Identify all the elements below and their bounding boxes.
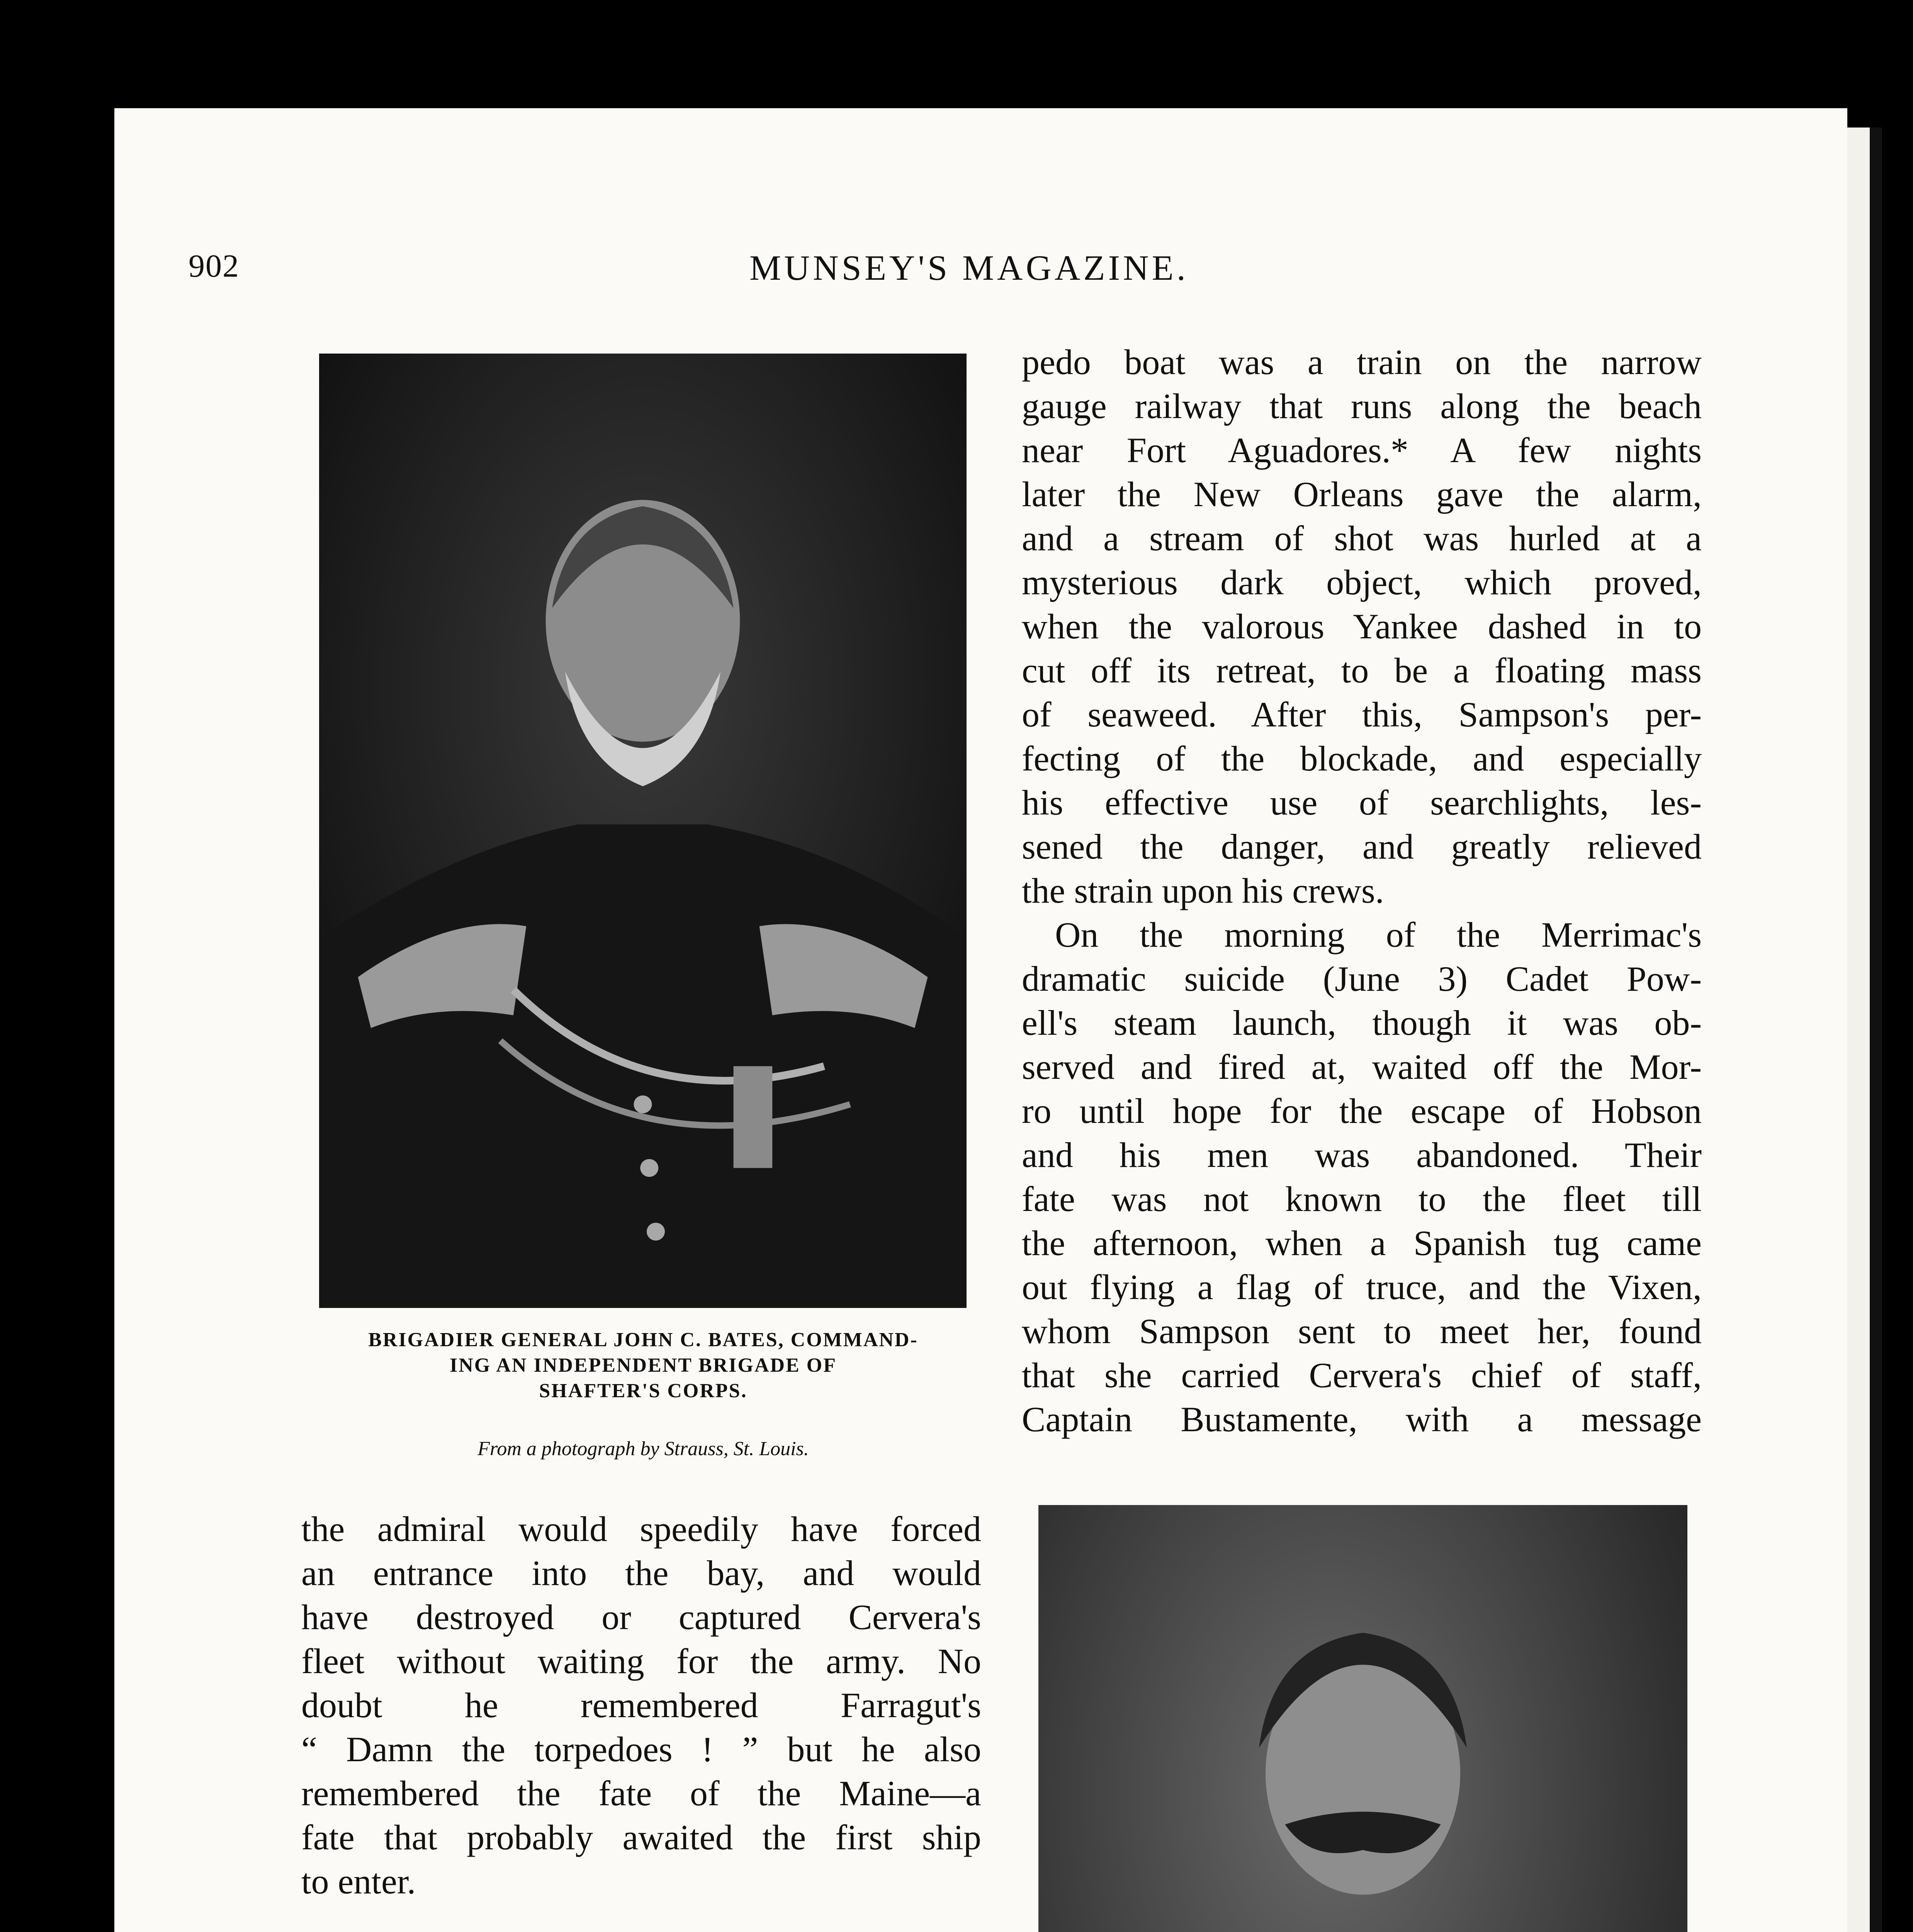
text-line: doubt he remembered Farragut's	[301, 1685, 981, 1725]
portrait-bates	[319, 354, 967, 1308]
text-line: ro until hope for the escape of Hobson	[1022, 1091, 1702, 1131]
figure-caption-bates	[270, 1327, 1016, 1404]
text-line: fecting of the blockade, and especially	[1022, 739, 1702, 778]
binding-shadow	[1870, 128, 1882, 1932]
text-line: of seaweed. After this, Sampson's per-	[1022, 695, 1702, 734]
text-line: fate was not known to the fleet till	[1022, 1179, 1702, 1219]
running-title: MUNSEY'S MAGAZINE.	[749, 248, 1189, 287]
text-line: gauge railway that runs along the beach	[1022, 386, 1702, 426]
text-line: dramatic suicide (June 3) Cadet Pow-	[1022, 959, 1702, 998]
text-line: near Fort Aguadores.* A few nights	[1022, 430, 1702, 470]
text-line: the afternoon, when a Spanish tug came	[1022, 1223, 1702, 1263]
text-line: fate that probably awaited the first ship	[301, 1818, 981, 1857]
text-line: later the New Orleans gave the alarm,	[1022, 474, 1702, 514]
text-line: sened the danger, and greatly relieved	[1022, 827, 1702, 866]
article-column-right	[1022, 340, 1702, 1441]
text-line: his effective use of searchlights, les-	[1022, 783, 1702, 822]
caption-line: ING AN INDEPENDENT BRIGADE OF	[450, 1354, 837, 1376]
text-line: ell's steam launch, though it was ob-	[1022, 1003, 1702, 1043]
text-line: remembered the fate of the Maine—a	[301, 1774, 981, 1813]
text-line: an entrance into the bay, and would	[301, 1553, 981, 1593]
page-number: 902	[189, 248, 240, 284]
caption-line: BRIGADIER GENERAL JOHN C. BATES, COMMAND-	[368, 1329, 918, 1351]
text-line: the admiral would speedily have forced	[301, 1509, 981, 1549]
text-line: out flying a flag of truce, and the Vixen,	[1022, 1267, 1702, 1307]
text-line: that she carried Cervera's chief of staff,	[1022, 1355, 1702, 1395]
text-line: and a stream of shot was hurled at a	[1022, 519, 1702, 558]
text-line: to enter.	[301, 1862, 416, 1901]
article-column-left-upper	[301, 1507, 981, 1903]
text-line: have destroyed or captured Cervera's	[301, 1597, 981, 1637]
text-line: cut off its retreat, to be a floating mass	[1022, 651, 1702, 690]
text-line: when the valorous Yankee dashed in to	[1022, 607, 1702, 646]
text-line: “ Damn the torpedoes ! ” but he also	[301, 1730, 981, 1769]
photo-credit-bates: From a photograph by Strauss, St. Louis.	[477, 1438, 809, 1460]
text-line: whom Sampson sent to meet her, found	[1022, 1311, 1702, 1351]
text-line: served and fired at, waited off the Mor-	[1022, 1047, 1702, 1087]
portrait-chaffee	[1038, 1505, 1687, 1932]
text-line: pedo boat was a train on the narrow	[1022, 342, 1702, 382]
text-line: mysterious dark object, which proved,	[1022, 563, 1702, 602]
text-line: fleet without waiting for the army. No	[301, 1641, 981, 1681]
text-line: Captain Bustamente, with a message	[1022, 1400, 1702, 1439]
caption-line: SHAFTER'S CORPS.	[539, 1380, 748, 1402]
text-line: On the morning of the Merrimac's	[1055, 915, 1702, 954]
text-line: and his men was abandoned. Their	[1022, 1135, 1702, 1175]
text-line: the strain upon his crews.	[1022, 871, 1384, 910]
